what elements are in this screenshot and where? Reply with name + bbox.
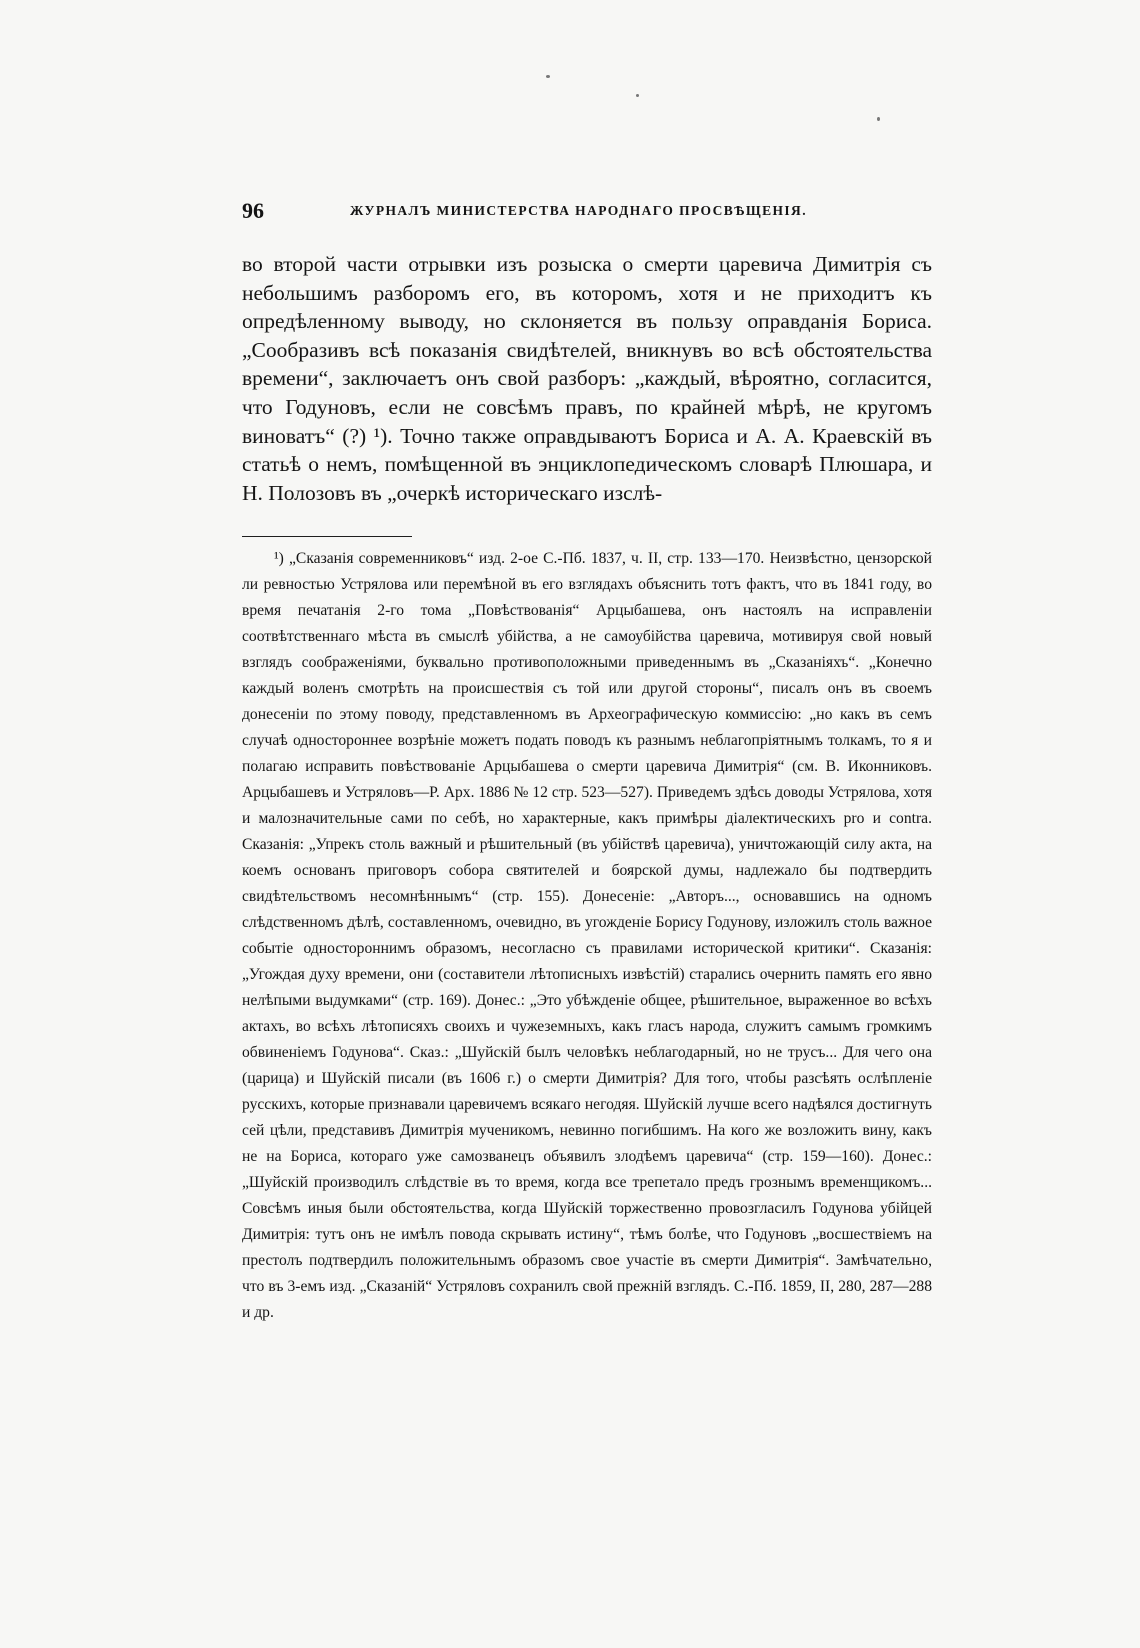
footnote-block — [242, 546, 932, 1326]
page-header — [242, 198, 904, 234]
footnote-text: ¹) „Сказанія современниковъ“ изд. 2-ое С.-Пб. 1837, ч. II, стр. 133—170. Неизвѣстно, цензорской ли ревностью Устрялова или перемѣной въ его взглядахъ объяснить тотъ фактъ, что въ 1841 году, во время печатанія 2-го тома „Повѣствованія“ Арцыбашева, онъ настоялъ на исправленіи соотвѣтственнаго мѣста въ смыслѣ убійства, а не самоубійства царевича, мотивируя свой новый взглядъ соображеніями, буквально противоположными приведеннымъ въ „Сказаніяхъ“. „Конечно каждый воленъ смотрѣть на происшествія съ той или другой стороны“, писалъ онъ въ своемъ донесеніи по этому поводу, представленномъ въ Археографическую коммиссію: „но какъ въ семъ случаѣ одностороннее возрѣніе можетъ подать поводъ къ разнымъ неблагопріятнымъ толкамъ, то я и полагаю исправить повѣствованіе Арцыбашева о смерти царевича Димитрія“ (см. В. Иконниковъ. Арцыбашевъ и Устряловъ—Р. Арх. 1886 № 12 стр. 523—527). Приведемъ здѣсь доводы Устрялова, хотя и малозначительные сами по себѣ, но характерные, какъ примѣры діалектическихъ pro и contra. Сказанія: „Упрекъ столь важный и рѣшительный (въ убійствѣ царевича), уничтожающій силу акта, на коемъ основанъ приговоръ собора святителей и боярской думы, надлежало бы подтвердить свидѣтельствомъ несомнѣннымъ“ (стр. 155). Донесеніе: „Авторъ..., основавшись на одномъ слѣдственномъ дѣлѣ, составленномъ, очевидно, въ угожденіе Борису Годунову, изложилъ столь важное событіе одностороннимъ образомъ, несогласно съ правилами исторической критики“. Сказанія: „Угождая духу времени, они (составители лѣтописныхъ извѣстій) старались очернить память его явно нелѣпыми выдумками“ (стр. 169). Донес.: „Это убѣжденіе общее, рѣшительное, выраженное во всѣхъ актахъ, во всѣхъ лѣтописяхъ своихъ и чужеземныхъ, какъ гласъ народа, служитъ самымъ громкимъ обвиненіемъ Годунова“. Сказ.: „Шуйскій былъ человѣкъ неблагодарный, но не трусъ... Для чего она (царица) и Шуйскій писали (въ 1606 г.) о смерти Димитрія? Для того, чтобы разсѣять ослѣпленіе русскихъ, которые признавали царевичемъ всякаго негодяя. Шуйскій лучше всего надѣялся достигнуть сей цѣли, представивъ Димитрія мученикомъ, невинно погибшимъ. На кого же возложить вину, какъ не на Бориса, котораго уже самозванецъ объявилъ злодѣемъ царевича“ (стр. 159—160). Донес.: „Шуйскій производилъ слѣдствіе въ то время, когда все трепетало предъ грознымъ временщикомъ... Совсѣмъ иныя были обстоятельства, когда Шуйскій торжественно провозгласилъ Годунова убійцей Димитрія: тутъ онъ не имѣлъ повода скрывать истину“, тѣмъ болѣе, что Годуновъ „восшествіемъ на престолъ подтвердилъ положительнымъ образомъ свое участіе въ смерти Димитрія“. Замѣчательно, что въ 3-емъ изд. „Сказаній“ Устряловъ сохранилъ свой прежній взглядъ. С.-Пб. 1859, II, 280, 287—288 и др. — [242, 550, 932, 1321]
scan-speck — [546, 75, 550, 78]
main-text-block — [242, 250, 932, 507]
footnote-divider — [242, 536, 412, 537]
running-title: ЖУРНАЛЪ МИНИСТЕРСТВА НАРОДНАГО ПРОСВѢЩЕНІЯ. — [350, 203, 807, 218]
scan-speck — [877, 117, 880, 121]
main-paragraph: во второй части отрывки изъ розыска о смерти царевича Димитрія съ небольшимъ разборомъ его, въ которомъ, хотя и не приходитъ къ опредѣленному выводу, но склоняется въ пользу оправданія Бориса. „Сообразивъ всѣ показанія свидѣтелей, вникнувъ во всѣ обстоятельства времени“, заключаетъ онъ свой разборъ: „каждый, вѣроятно, согласится, что Годуновъ, если не совсѣмъ правъ, по крайней мѣрѣ, не кругомъ виноватъ“ (?) ¹). Точно также оправдываютъ Бориса и А. А. Краевскій въ статьѣ о немъ, помѣщенной въ энциклопедическомъ словарѣ Плюшара, и Н. Полозовъ въ „очеркѣ историческаго изслѣ- — [242, 252, 932, 505]
page-number: 96 — [242, 198, 264, 223]
scan-speck — [636, 94, 639, 97]
